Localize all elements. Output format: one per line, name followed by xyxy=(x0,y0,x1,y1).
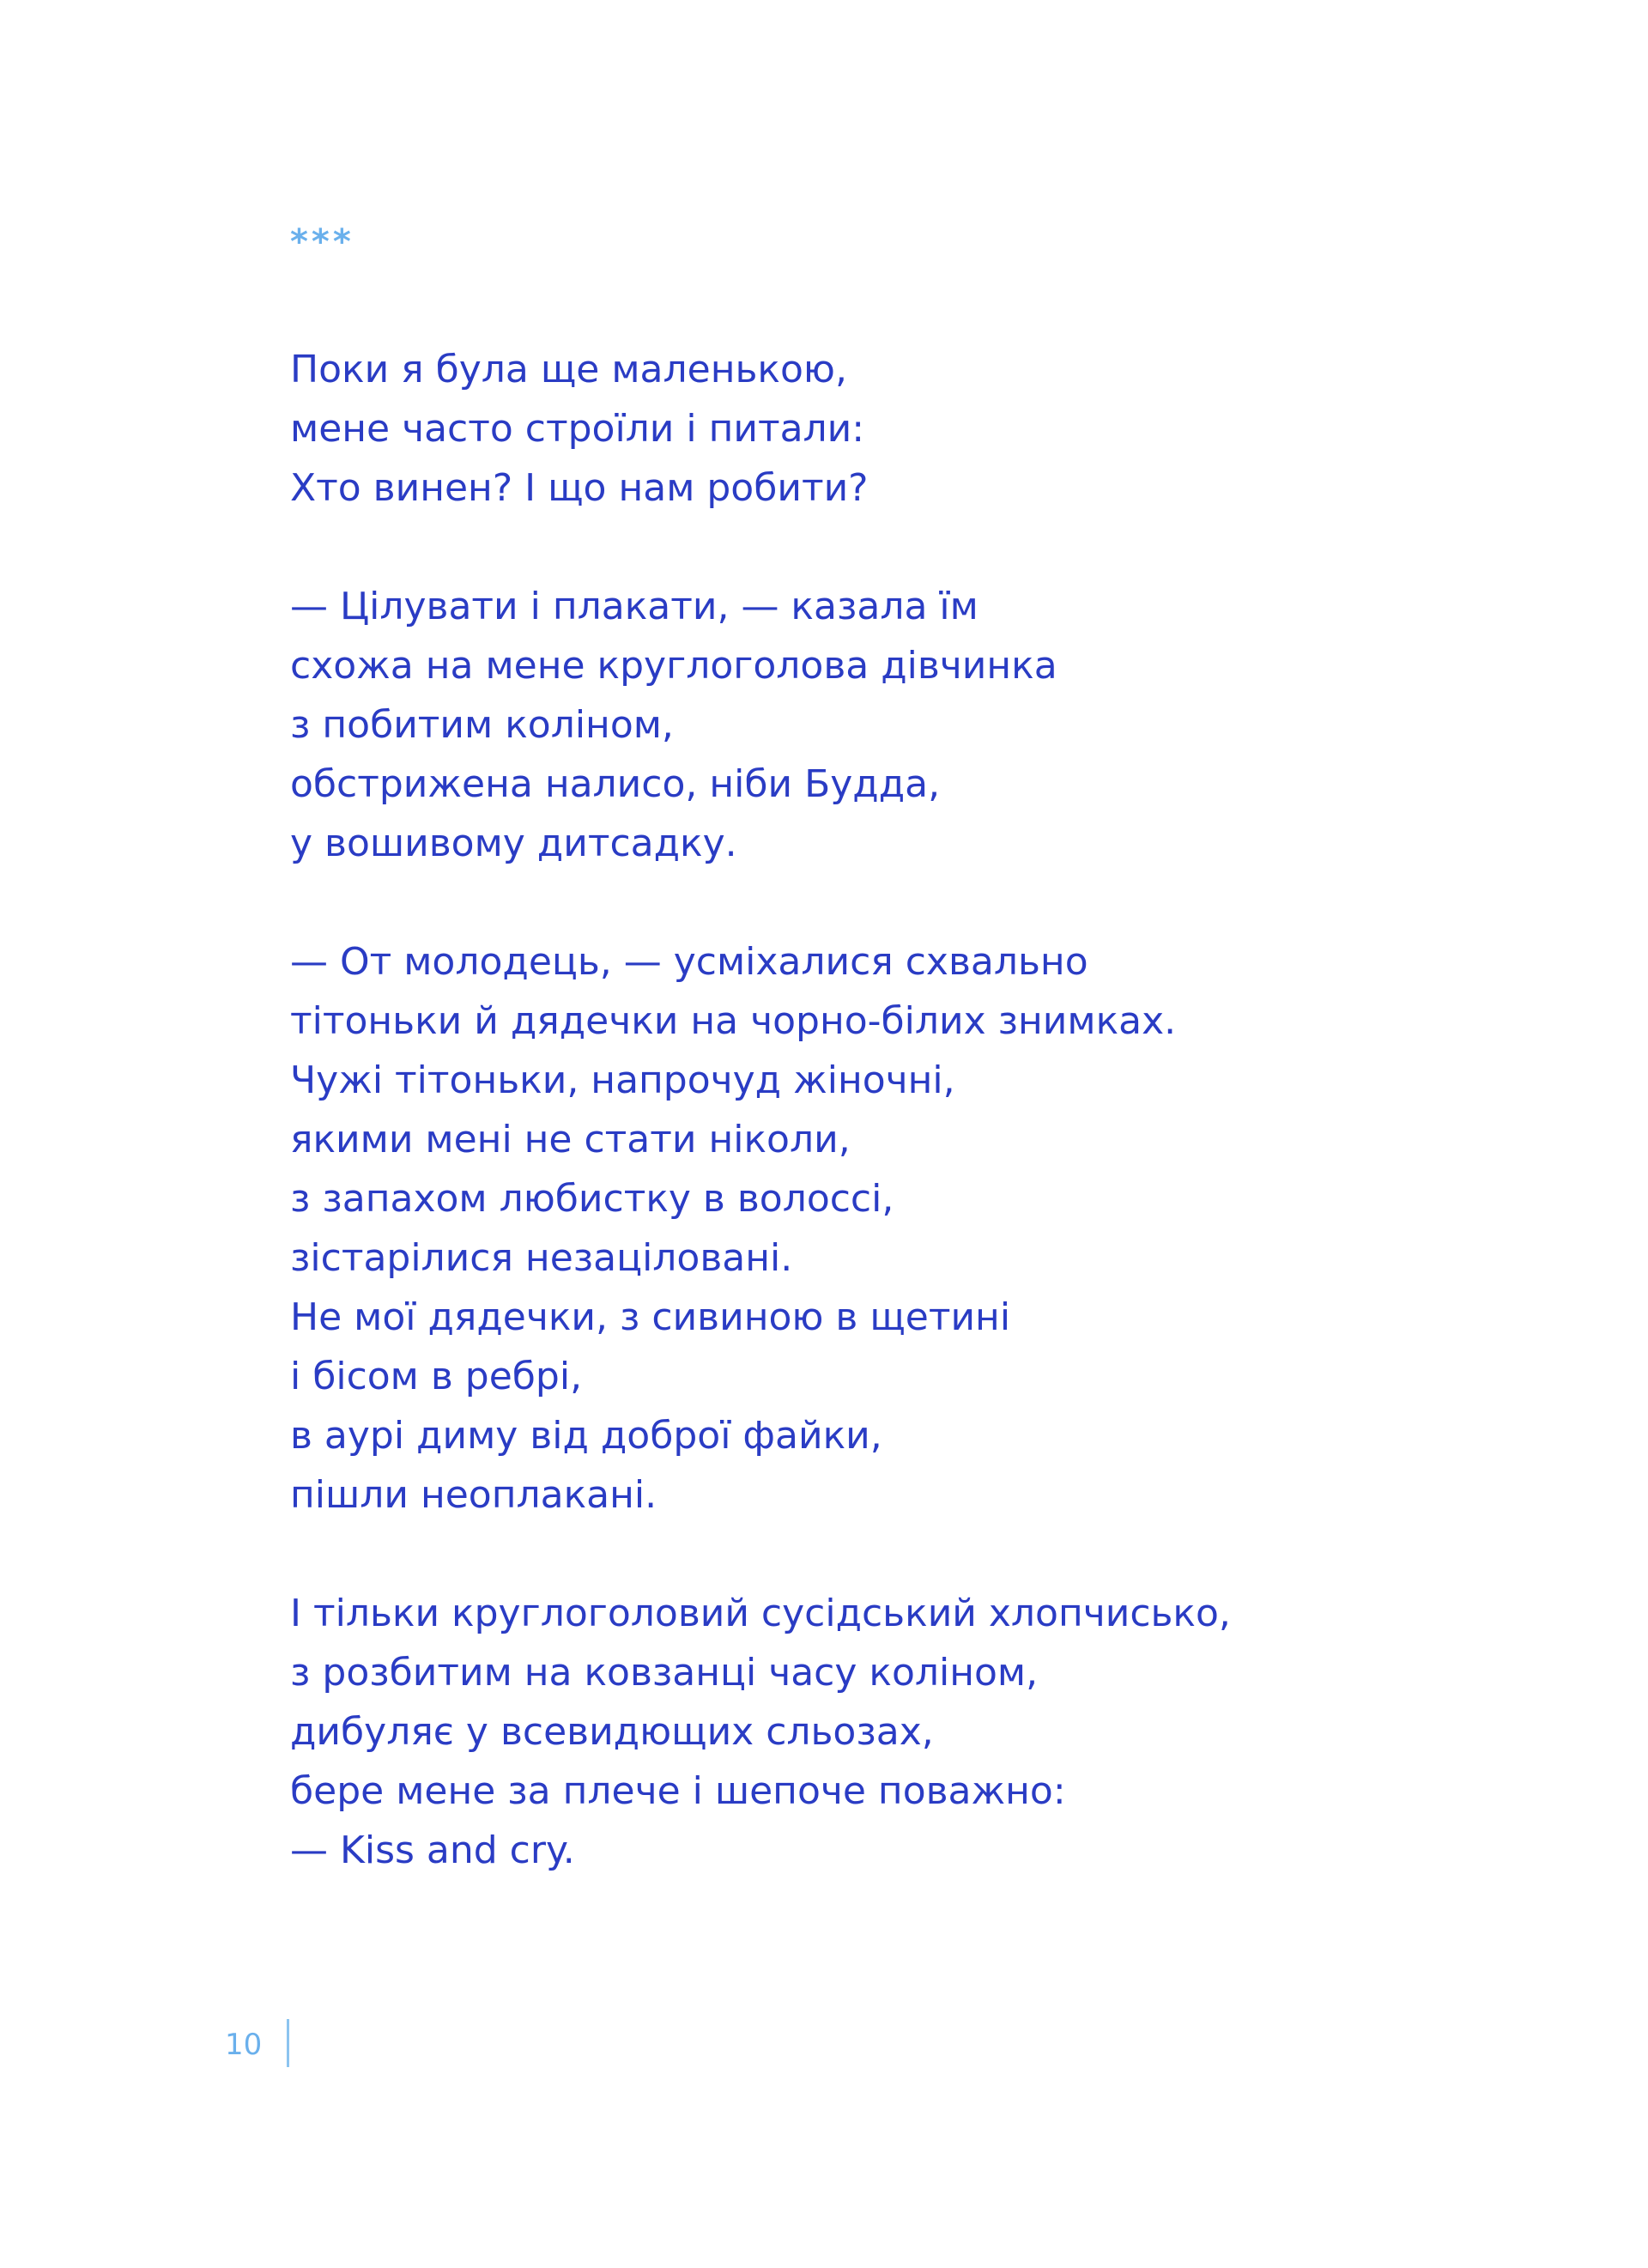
page-number: 10 xyxy=(225,2028,263,2062)
poem-line: мене часто строїли і питали: xyxy=(290,407,865,451)
poem-line: з побитим коліном, xyxy=(290,703,674,747)
poem-line: — Kiss and cry. xyxy=(290,1828,575,1872)
stanza-2 xyxy=(290,577,1578,873)
poem-line: і бісом в ребрі, xyxy=(290,1355,583,1398)
poem-line: якими мені не стати ніколи, xyxy=(290,1118,851,1161)
page-number-divider xyxy=(287,2019,289,2067)
poem-line: тітоньки й дядечки на чорно-білих знимках. xyxy=(290,999,1177,1043)
poem-line: з запахом любистку в волоссі, xyxy=(290,1177,894,1221)
poem-line: Чужі тітоньки, напрочуд жіночні, xyxy=(290,1058,955,1102)
stanza-1 xyxy=(290,340,1578,518)
stanza-4 xyxy=(290,1584,1578,1880)
poem-line: обстрижена налисо, ніби Будда, xyxy=(290,762,941,806)
poem-line: схожа на мене круглоголова дівчинка xyxy=(290,644,1057,688)
poem-line: у вошивому дитсадку. xyxy=(290,822,737,865)
poem-body xyxy=(290,340,1578,1939)
poem-line: дибуляє у всевидющих сльозах, xyxy=(290,1710,934,1754)
poem-line: Хто винен? І що нам робити? xyxy=(290,466,869,510)
poem-line: — Цілувати і плакати, — казала їм xyxy=(290,585,978,628)
poem-line: бере мене за плече і шепоче поважно: xyxy=(290,1769,1066,1813)
poem-line: І тільки круглоголовий сусідський хлопчисько, xyxy=(290,1592,1231,1635)
poem-line: Не мої дядечки, з сивиною в щетині xyxy=(290,1295,1011,1339)
poem-line: в аурі диму від доброї файки, xyxy=(290,1414,882,1458)
poem-line: зістарілися незаціловані. xyxy=(290,1236,793,1280)
poem-line: — От молодець, — усміхалися схвально xyxy=(290,940,1088,984)
stanza-3 xyxy=(290,932,1578,1525)
poem-line: Поки я була ще маленькою, xyxy=(290,348,847,391)
poem-line: пішли неоплакані. xyxy=(290,1473,657,1517)
section-ornament: *** xyxy=(290,222,354,262)
poem-line: з розбитим на ковзанці часу коліном, xyxy=(290,1651,1039,1695)
